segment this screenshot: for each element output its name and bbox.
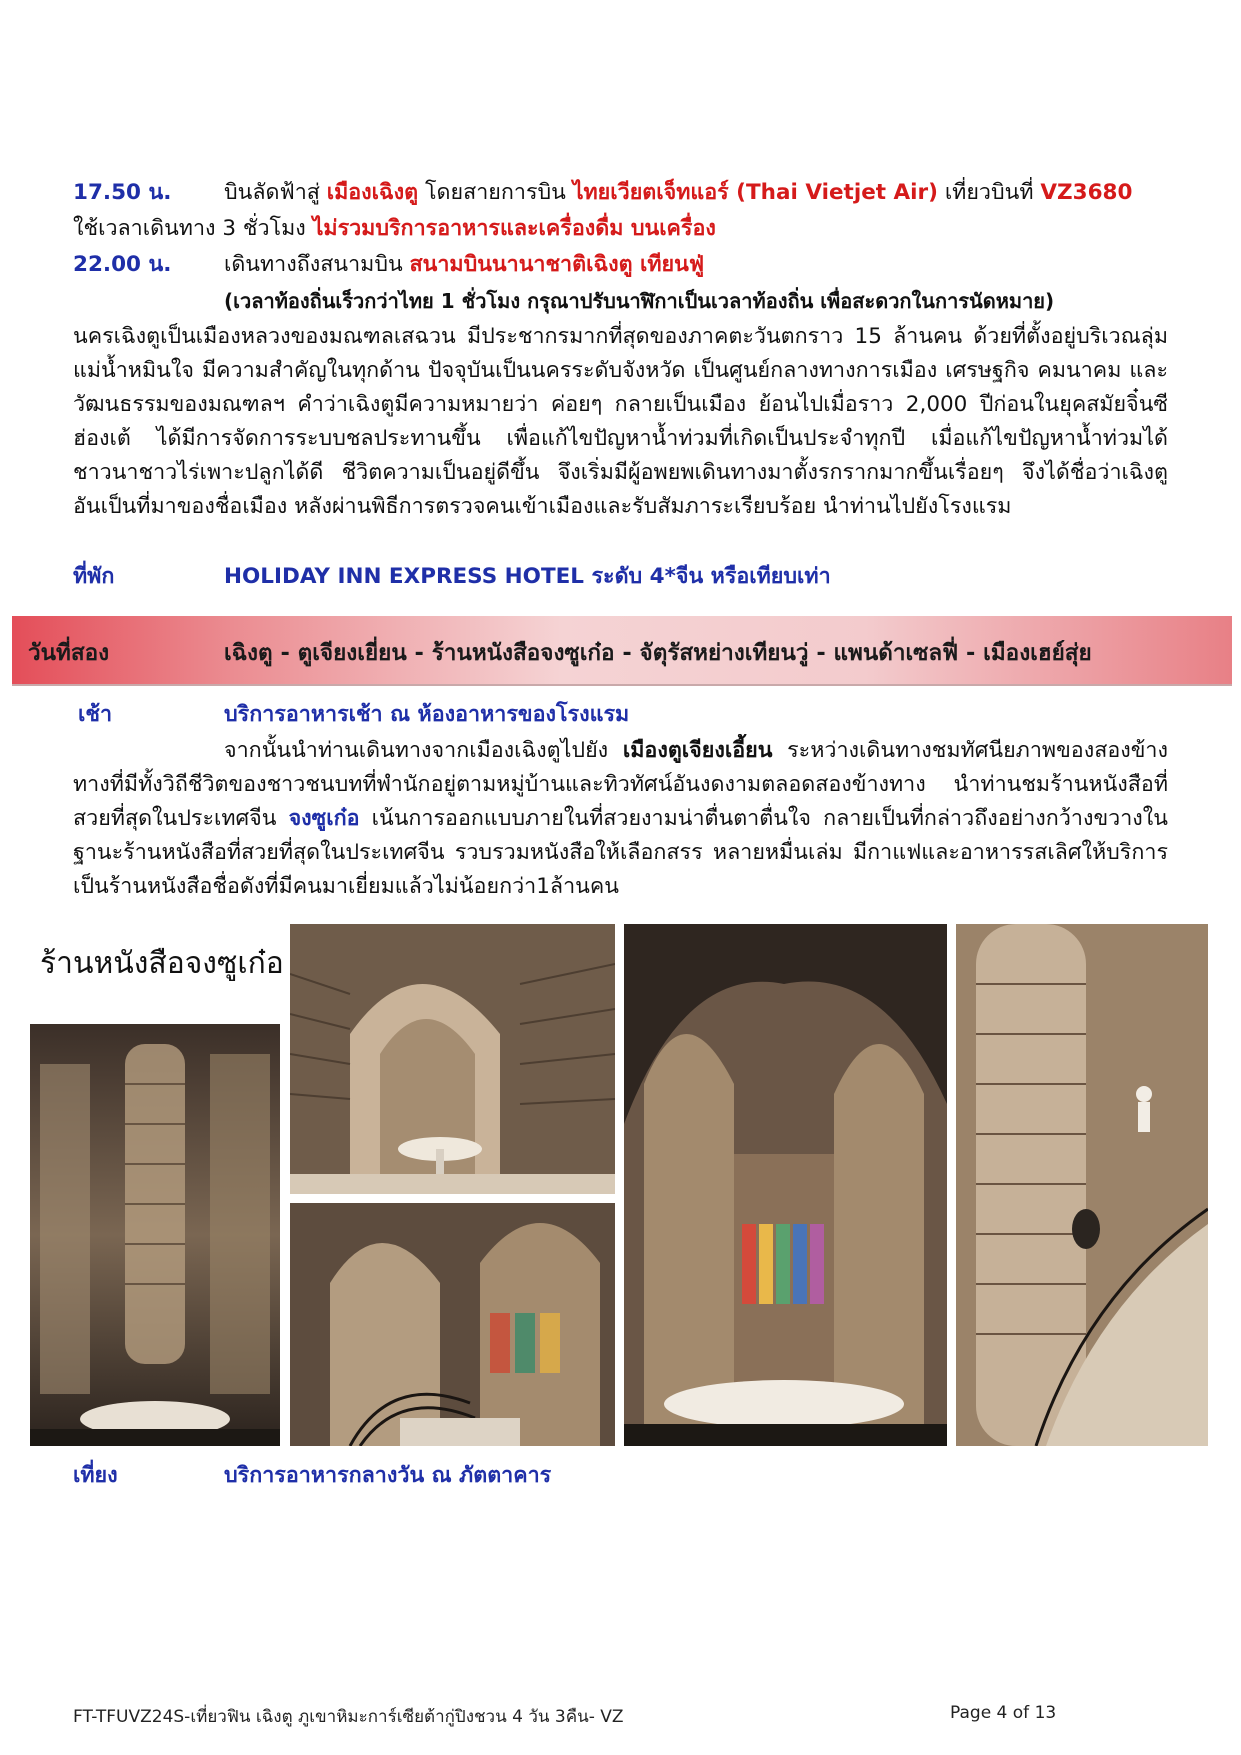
hotel-name: HOLIDAY INN EXPRESS HOTEL ระดับ 4*จีน หรือเทียบเท่า (224, 564, 831, 589)
day2-header-band (12, 616, 1232, 686)
flight-line-1-detail: บินลัดฟ้าสู่ เมืองเฉิงตู โดยสายการบิน ไทยเวียตเจ็ทแอร์ (Thai Vietjet Air) เที่ยวบินที่ VZ3680 (224, 180, 1133, 205)
day2-title: เฉิงตู - ตูเจียงเยี่ยน - ร้านหนังสือจงซูเก๋อ - จัตุรัสหย่างเทียนวู่ - แพนด้าเซลฟี่ - เมืองเฮย์สุ่ย (224, 640, 1092, 666)
bookstore-photo-tall-left (30, 1024, 280, 1446)
flight-line-1 (73, 178, 171, 208)
bookstore-name: จงซูเก๋อ (288, 806, 360, 831)
arrival-airport: สนามบินนานาชาติเฉิงตู เทียนฟู่ (409, 252, 705, 277)
dujiangyan-city: เมืองตูเจียงเอี้ยน (622, 738, 773, 763)
breakfast-detail: บริการอาหารเช้า ณ ห้องอาหารของโรงแรม (224, 702, 630, 727)
breakfast-label: เช้า (78, 702, 113, 727)
day2-description: จากนั้นนำท่านเดินทางจากเมืองเฉิงตูไปยัง เมืองตูเจียงเอี้ยน ระหว่างเดินทางชมทัศนียภาพของสองข้างทางที่มีทั้งวิถีชีวิตของชาวชนบทที่พำนักอยู่ตามหมู่บ้านและทิวทัศน์อันงดงามตลอดสองข้างทาง นำท่านชมร้านหนังสือที่สวยที่สุดในประเทศจีน จงซูเก๋อ เน้นการออกแบบภายในที่สวยงามน่าตื่นตาตื่นใจ กลายเป็นที่กล่าวถึงอย่างกว้างขวางในฐานะร้านหนังสือที่สวยที่สุดในประเทศจีน รวบรวมหนังสือให้เลือกสรร หลายหมื่นเล่ม มีกาแฟและอาหารรสเลิศให้บริการ เป็นร้านหนังสือชื่อดังที่มีคนมาเยี่ยมแล้วไม่น้อยกว่า1ล้านคน (73, 738, 1168, 899)
airline-name: ไทยเวียตเจ็ทแอร์ (Thai Vietjet Air) (572, 180, 938, 205)
footer-tour-code: FT-TFUVZ24S-เที่ยวฟิน เฉิงตู ภูเขาหิมะการ์เซียต้ากู่ปิงชวน 4 วัน 3คืน- VZ (73, 1707, 624, 1727)
bookstore-photo-spiral-stairs (956, 924, 1208, 1446)
day2-label: วันที่สอง (28, 640, 110, 666)
lunch-label: เที่ยง (73, 1463, 118, 1488)
arrival-line: เดินทางถึงสนามบิน สนามบินนานาชาติเฉิงตู เทียนฟู่ (224, 252, 705, 277)
footer-page-number: Page 4 of 13 (950, 1703, 1057, 1723)
bookstore-photo-arches (624, 924, 947, 1446)
destination-city: เมืองเฉิงตู (326, 180, 419, 205)
chengdu-description: นครเฉิงตูเป็นเมืองหลวงของมณฑลเสฉวน มีประชากรมากที่สุดของภาคตะวันตกราว 15 ล้านคน ด้วยที่ตั้งอยู่บริเวณลุ่มแม่น้ำหมินใจ มีความสำคัญในทุกด้าน ปัจจุบันเป็นนครระดับจังหวัด เป็นศูนย์กลางทางการเมือง เศรษฐกิจ คมนาคม และวัฒนธรรมของมณฑลฯ คำว่าเฉิงตูมีความหมายว่า ค่อยๆ กลายเป็นเมือง ย้อนไปเมื่อราว 2,000 ปีก่อนในยุคสมัยจิ๋นซีฮ่องเต้ ได้มีการจัดการระบบชลประทานขึ้น เพื่อแก้ไขปัญหาน้ำท่วมที่เกิดเป็นประจำทุกปี เมื่อแก้ไขปัญหาน้ำท่วมได้ชาวนาชาวไร่เพาะปลูกได้ดี ชีวิตความเป็นอยู่ดีขึ้น จึงเริ่มมีผู้อพยพเดินทางมาตั้งรกรากมากขึ้นเรื่อยๆ จึงได้ชื่อว่าเฉิงตู อันเป็นที่มาของชื่อเมือง หลังผ่านพิธีการตรวจคนเข้าเมืองและรับสัมภาระเรียบร้อย นำท่านไปยังโรงแรม (73, 324, 1168, 519)
lunch-detail: บริการอาหารกลางวัน ณ ภัตตาคาร (224, 1463, 552, 1488)
flight-line-2: ใช้เวลาเดินทาง 3 ชั่วโมง ไม่รวมบริการอาหารและเครื่องดื่ม บนเครื่อง (73, 216, 716, 241)
photo-caption: ร้านหนังสือจงซูเก๋อ (40, 946, 284, 981)
bookstore-photo-reading-area (290, 924, 615, 1194)
hotel-label: ที่พัก (73, 564, 115, 589)
departure-time: 17.50 น. (73, 180, 172, 205)
meal-notice: ไม่รวมบริการอาหารและเครื่องดื่ม บนเครื่อง (312, 216, 716, 241)
bookstore-photo-staircase (290, 1203, 615, 1446)
arrival-time-line (73, 250, 171, 280)
flight-number: VZ3680 (1040, 180, 1133, 205)
arrival-time: 22.00 น. (73, 252, 172, 277)
timezone-note: (เวลาท้องถิ่นเร็วกว่าไทย 1 ชั่วโมง กรุณาปรับนาฬิกาเป็นเวลาท้องถิ่น เพื่อสะดวกในการนัดหมาย) (224, 289, 1055, 313)
